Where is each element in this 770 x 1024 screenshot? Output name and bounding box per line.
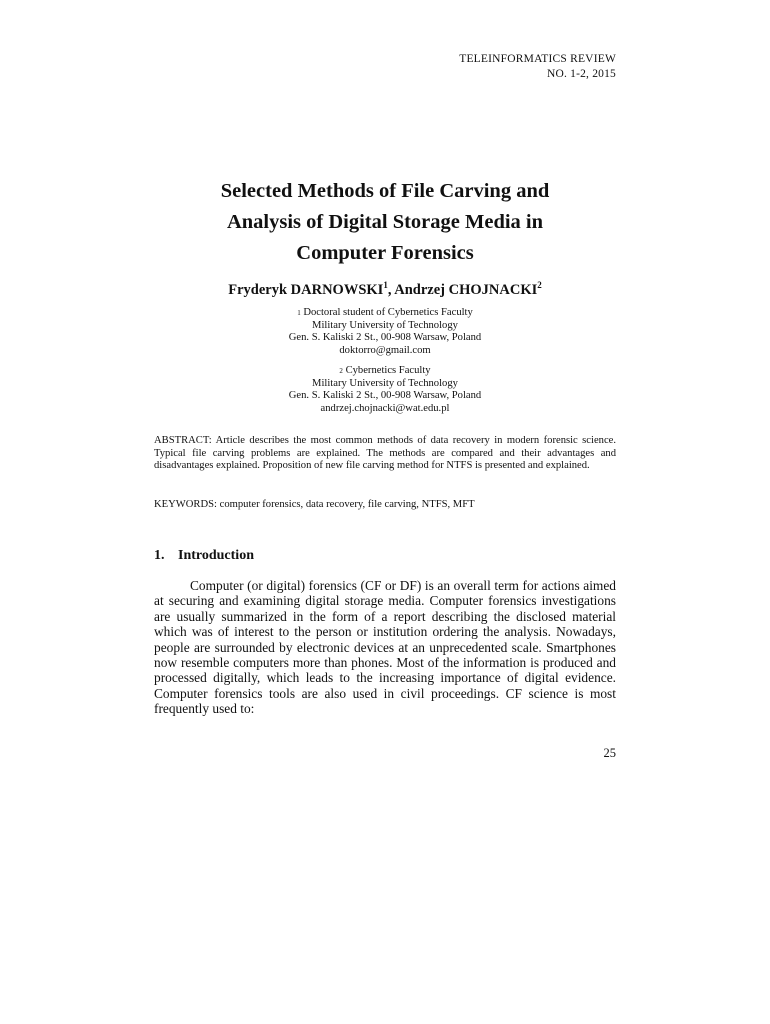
body-paragraph: Computer (or digital) forensics (CF or DF) is an overall term for actions aimed at securing and examining digital storage media. Computer forensics investigations are usually summarized in the form of a report describing the disclosed material which was of interest to the person or institution ordering the analysis. Nowadays, people are surrounded by electronic devices at an unprecedented scale. Smartphones now resemble computers more than phones. Most of the information is produced and processed digitally, which leads to the increasing importance of digital evidence. Computer forensics tools are also used in civil proceedings. CF science is most frequently used to:	[154, 578, 616, 717]
author-2-mark: 2	[537, 280, 542, 290]
keywords: KEYWORDS: computer forensics, data recovery, file carving, NTFS, MFT	[154, 499, 475, 510]
affiliation-1	[0, 307, 770, 357]
section-heading	[154, 548, 254, 564]
author-separator: ,	[387, 282, 395, 298]
affiliation-2-line-1: Cybernetics Faculty	[345, 365, 431, 376]
paper-title	[0, 176, 770, 269]
affiliation-2-mark: 2	[339, 367, 343, 375]
author-1-mark: 1	[383, 280, 388, 290]
journal-issue: NO. 1-2, 2015	[546, 68, 616, 80]
title-line-2: Analysis of Digital Storage Media in	[226, 211, 544, 233]
journal-header	[459, 52, 616, 82]
abstract: ABSTRACT: Article describes the most common methods of data recovery in modern forensic science. Typical file carving problems are explained. The methods are compared and their advantages and disadvantages explained. Proposition of new file carving method for NTFS is presented and explained.	[154, 435, 616, 472]
author-2-name: Andrzej CHOJNACKI	[394, 282, 538, 298]
affiliation-2-email: andrzej.chojnacki@wat.edu.pl	[320, 402, 450, 414]
affiliation-1-line-2: Military University of Technology	[312, 319, 458, 331]
affiliation-1-email: doktorro@gmail.com	[339, 344, 431, 356]
affiliation-2-line-3: Gen. S. Kaliski 2 St., 00-908 Warsaw, Poland	[288, 390, 482, 402]
title-line-1: Selected Methods of File Carving and	[220, 180, 550, 202]
affiliation-2	[0, 365, 770, 415]
affiliation-1-mark: 1	[297, 309, 301, 317]
page-number: 25	[603, 746, 616, 760]
section-title: Introduction	[178, 548, 254, 563]
author-list	[0, 282, 770, 299]
title-line-3: Computer Forensics	[296, 242, 474, 264]
affiliation-1-line-1: Doctoral student of Cybernetics Faculty	[303, 307, 473, 318]
journal-name: TELEINFORMATICS REVIEW	[459, 53, 616, 65]
author-1-name: Fryderyk DARNOWSKI	[228, 282, 384, 298]
affiliation-2-line-2: Military University of Technology	[312, 377, 458, 389]
section-number: 1.	[154, 548, 165, 563]
affiliation-1-line-3: Gen. S. Kaliski 2 St., 00-908 Warsaw, Poland	[288, 332, 482, 344]
